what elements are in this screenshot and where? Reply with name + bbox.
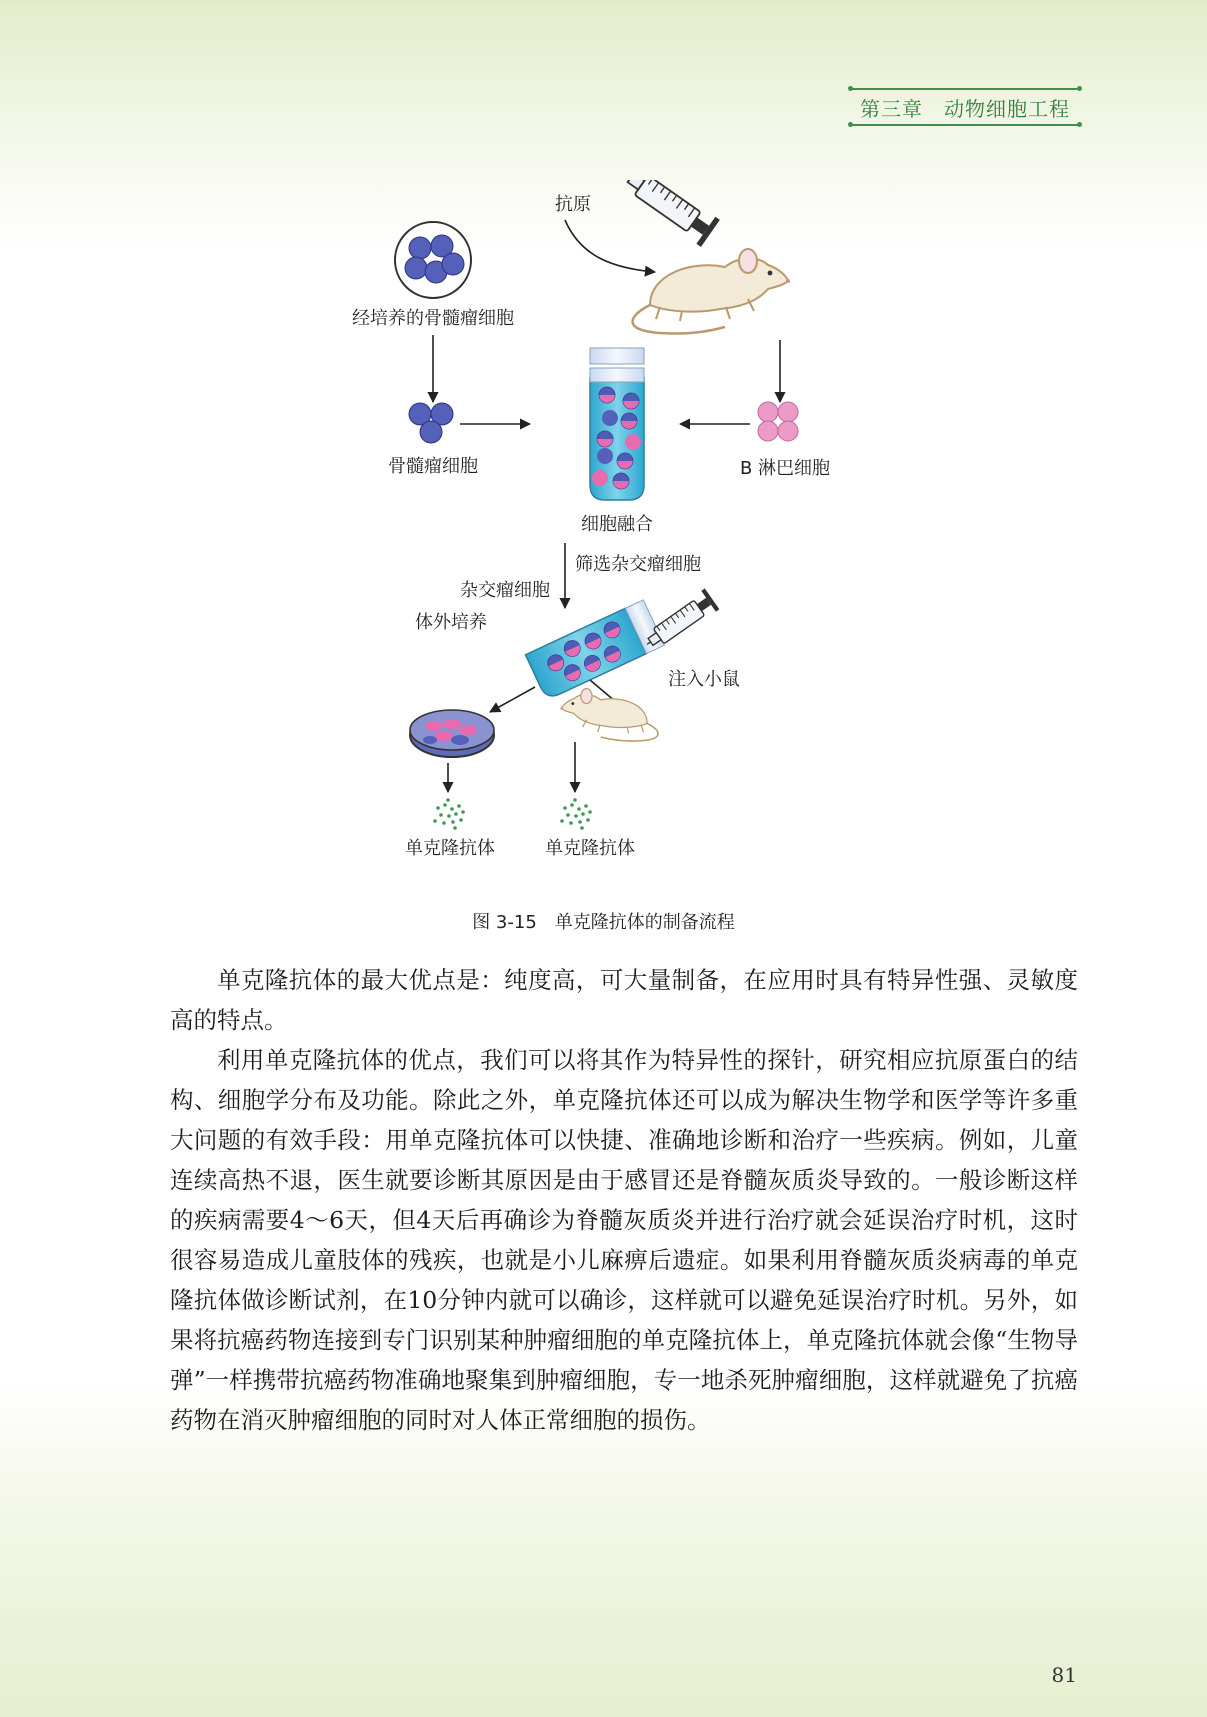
antigen-syringe: [606, 180, 720, 247]
header-rule-top: [850, 88, 1080, 90]
label-cultured-myeloma: 经培养的骨髓瘤细胞: [352, 308, 514, 329]
label-select-hybridoma: 筛选杂交瘤细胞: [575, 554, 701, 575]
fusion-test-tube: [590, 348, 644, 500]
label-mab-right: 单克隆抗体: [545, 838, 635, 859]
page-number: 81: [1051, 1663, 1077, 1687]
myeloma-cell: [442, 253, 464, 275]
petri-dish: [410, 710, 494, 757]
paragraph: 利用单克隆抗体的优点，我们可以将其作为特异性的探针，研究相应抗原蛋白的结构、细胞学分布及功能。除此之外，单克隆抗体还可以成为解决生物学和医学等许多重大问题的有效手段：用单克隆抗体可以快捷、准确地诊断和治疗一些疾病。例如，儿童连续高热不退，医生就要诊断其原因是由于感冒还是脊髓灰质炎导致的。一般诊断这样的疾病需要4～6天，但4天后再确诊为脊髓灰质炎并进行治疗就会延误治疗时机，这时很容易造成儿童肢体的残疾，也就是小儿麻痹后遗症。如果利用脊髓灰质炎病毒的单克隆抗体做诊断试剂，在10分钟内就可以确诊，这样就可以避免延误治疗时机。另外，如果将抗癌药物连接到专门识别某种肿瘤细胞的单克隆抗体上，单克隆抗体就会像“生物导弹”一样携带抗癌药物准确地聚集到肿瘤细胞，专一地杀死肿瘤细胞，这样就避免了抗癌药物在消灭肿瘤细胞的同时对人体正常细胞的损伤。: [170, 1046, 1078, 1434]
body-text: [170, 960, 1078, 1440]
mab-preparation-diagram: [350, 180, 900, 870]
arrow-antigen-to-mouse: [565, 220, 655, 272]
b-cell: [778, 421, 798, 441]
label-b-lymphocyte: B 淋巴细胞: [739, 458, 831, 479]
header-rule-dot: [1077, 86, 1082, 91]
antibody-cluster-right: [560, 798, 592, 830]
chapter-header: [850, 86, 1080, 126]
label-antigen: 抗原: [555, 194, 591, 215]
myeloma-cell: [409, 237, 431, 259]
paragraph: 单克隆抗体的最大优点是：纯度高，可大量制备，在应用时具有特异性强、灵敏度高的特点。: [170, 966, 1078, 1034]
figure-caption: 图 3-15 单克隆抗体的制备流程: [472, 912, 735, 933]
label-mab-left: 单克隆抗体: [405, 838, 495, 859]
header-rule-dot: [1077, 122, 1082, 127]
label-in-vitro-culture: 体外培养: [415, 612, 487, 633]
header-rule-dot: [848, 122, 853, 127]
myeloma-cell: [405, 257, 427, 279]
b-cell: [758, 421, 778, 441]
immunized-mouse: [633, 249, 791, 334]
chapter-title: 第三章 动物细胞工程: [860, 97, 1070, 121]
label-cell-fusion: 细胞融合: [581, 514, 653, 535]
label-myeloma: 骨髓瘤细胞: [388, 456, 478, 477]
header-rule-bottom: [850, 124, 1080, 126]
antibody-cluster-left: [433, 798, 465, 830]
arrow-to-culture-dish: [490, 687, 535, 712]
b-cell: [758, 402, 778, 422]
b-cell: [778, 402, 798, 422]
header-rule-dot: [848, 86, 853, 91]
myeloma-cell: [420, 421, 442, 443]
label-hybridoma: 杂交瘤细胞: [460, 580, 550, 601]
label-inject-mouse: 注入小鼠: [668, 669, 740, 690]
